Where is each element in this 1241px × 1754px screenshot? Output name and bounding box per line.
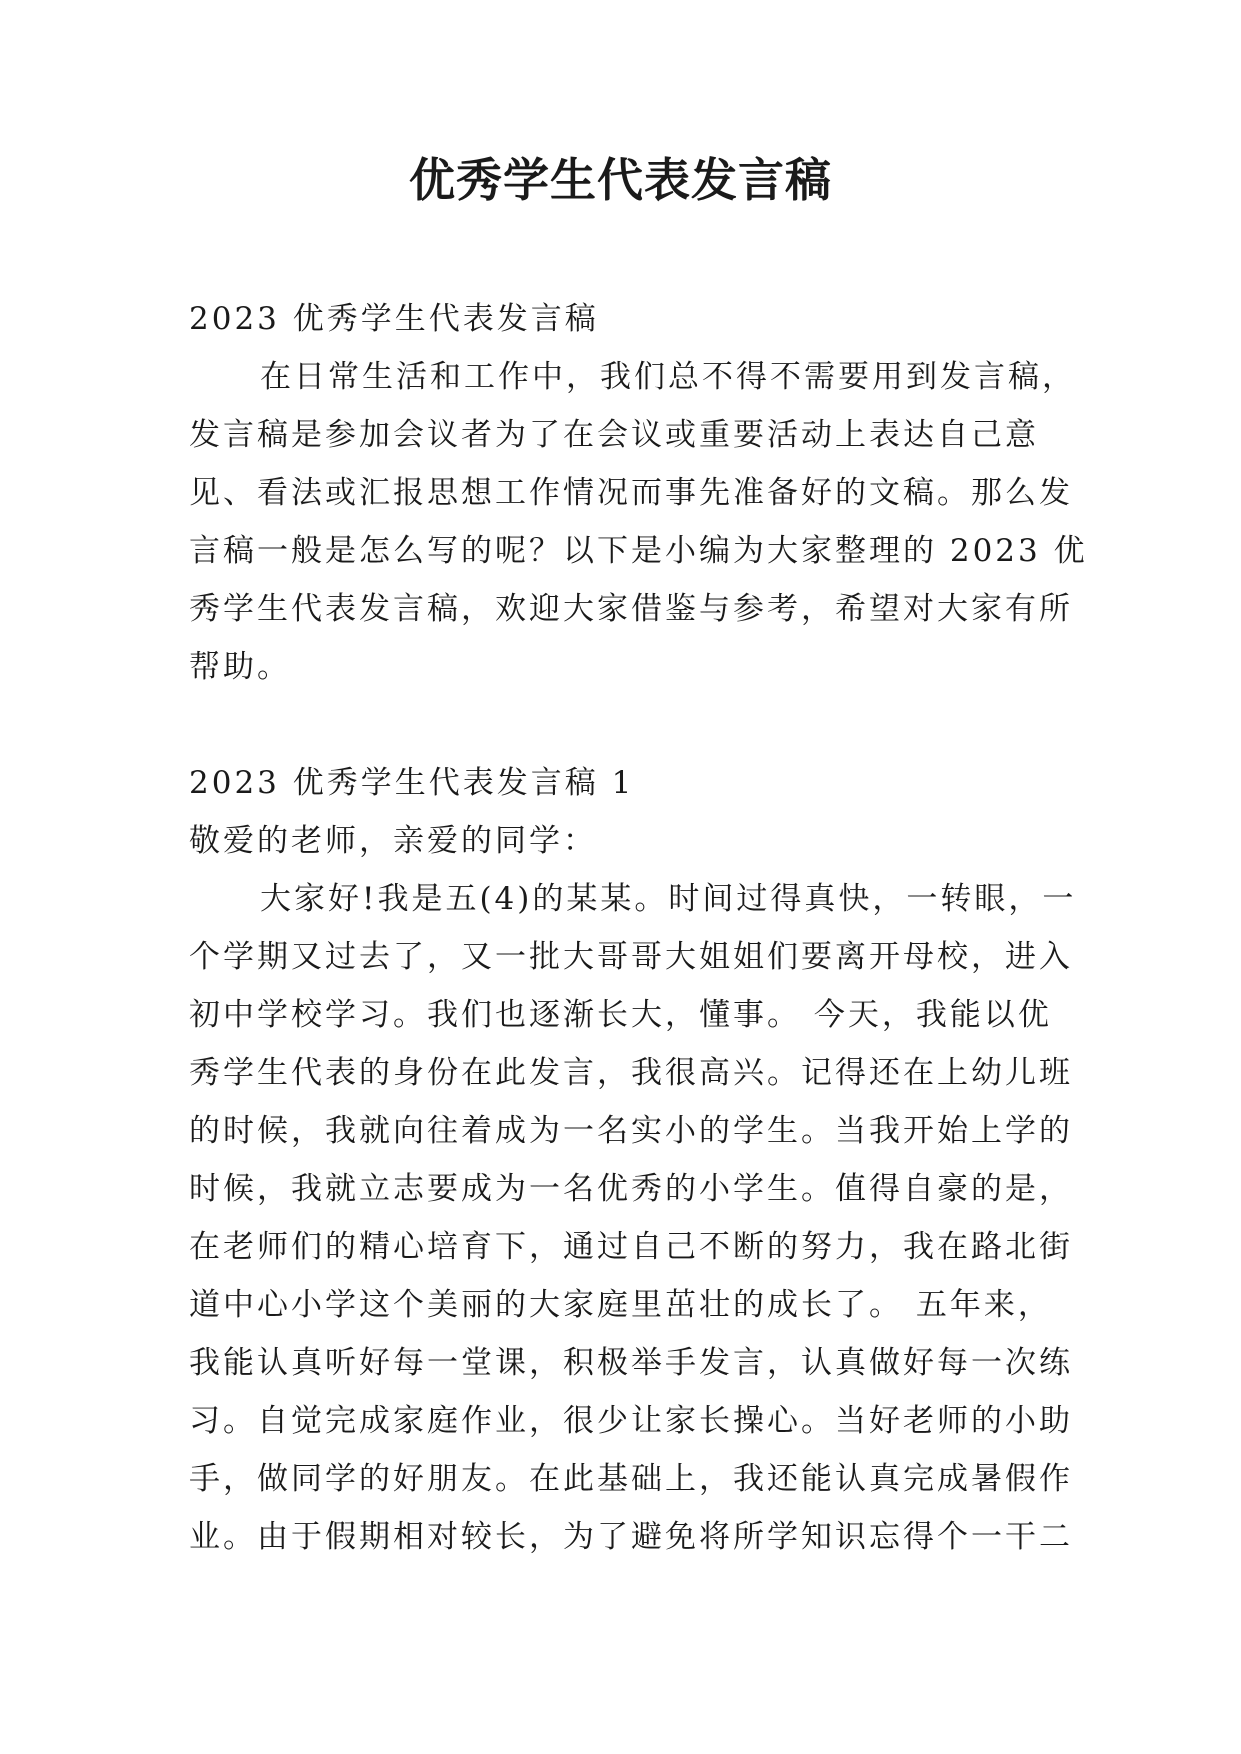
text-line: 的时候，我就向往着成为一名实小的学生。当我开始上学的: [189, 1113, 1073, 1149]
text-line: 发言稿是参加会议者为了在会议或重要活动上表达自己意: [189, 417, 1039, 453]
text-line: 在老师们的精心培育下，通过自己不断的努力，我在路北街: [189, 1229, 1073, 1265]
text-line: 秀学生代表的身份在此发言，我很高兴。记得还在上幼儿班: [189, 1055, 1073, 1091]
document-body: [189, 290, 1088, 1566]
text-line: 业。由于假期相对较长，为了避免将所学知识忘得个一干二: [189, 1519, 1073, 1555]
text-line: 言稿一般是怎么写的呢？以下是小编为大家整理的 2023 优: [189, 533, 1088, 569]
text-line: 2023 优秀学生代表发言稿 1: [189, 765, 635, 801]
text-line: 敬爱的老师，亲爱的同学：: [189, 823, 597, 859]
text-line: 帮助。: [189, 649, 291, 685]
text-line: 秀学生代表发言稿，欢迎大家借鉴与参考，希望对大家有所: [189, 591, 1073, 627]
text-line: 2023 优秀学生代表发言稿: [189, 301, 599, 337]
text-line: 手，做同学的好朋友。在此基础上，我还能认真完成暑假作: [189, 1461, 1073, 1497]
text-line: 习。自觉完成家庭作业，很少让家长操心。当好老师的小助: [189, 1403, 1073, 1439]
paragraph-gap: [189, 696, 1069, 754]
text-line: 在日常生活和工作中，我们总不得不需要用到发言稿，: [260, 359, 1076, 395]
text-line: 个学期又过去了，又一批大哥哥大姐姐们要离开母校，进入: [189, 939, 1073, 975]
text-line: 时候，我就立志要成为一名优秀的小学生。值得自豪的是，: [189, 1171, 1073, 1207]
text-line: 我能认真听好每一堂课，积极举手发言，认真做好每一次练: [189, 1345, 1073, 1381]
text-line: 见、看法或汇报思想工作情况而事先准备好的文稿。那么发: [189, 475, 1073, 511]
text-line: 大家好!我是五(4)的某某。时间过得真快，一转眼，一: [260, 881, 1077, 917]
page-title: 优秀学生代表发言稿: [409, 153, 832, 207]
text-line: 初中学校学习。我们也逐渐长大，懂事。 今天，我能以优: [189, 997, 1052, 1033]
text-line: 道中心小学这个美丽的大家庭里茁壮的成长了。 五年来，: [189, 1287, 1052, 1323]
